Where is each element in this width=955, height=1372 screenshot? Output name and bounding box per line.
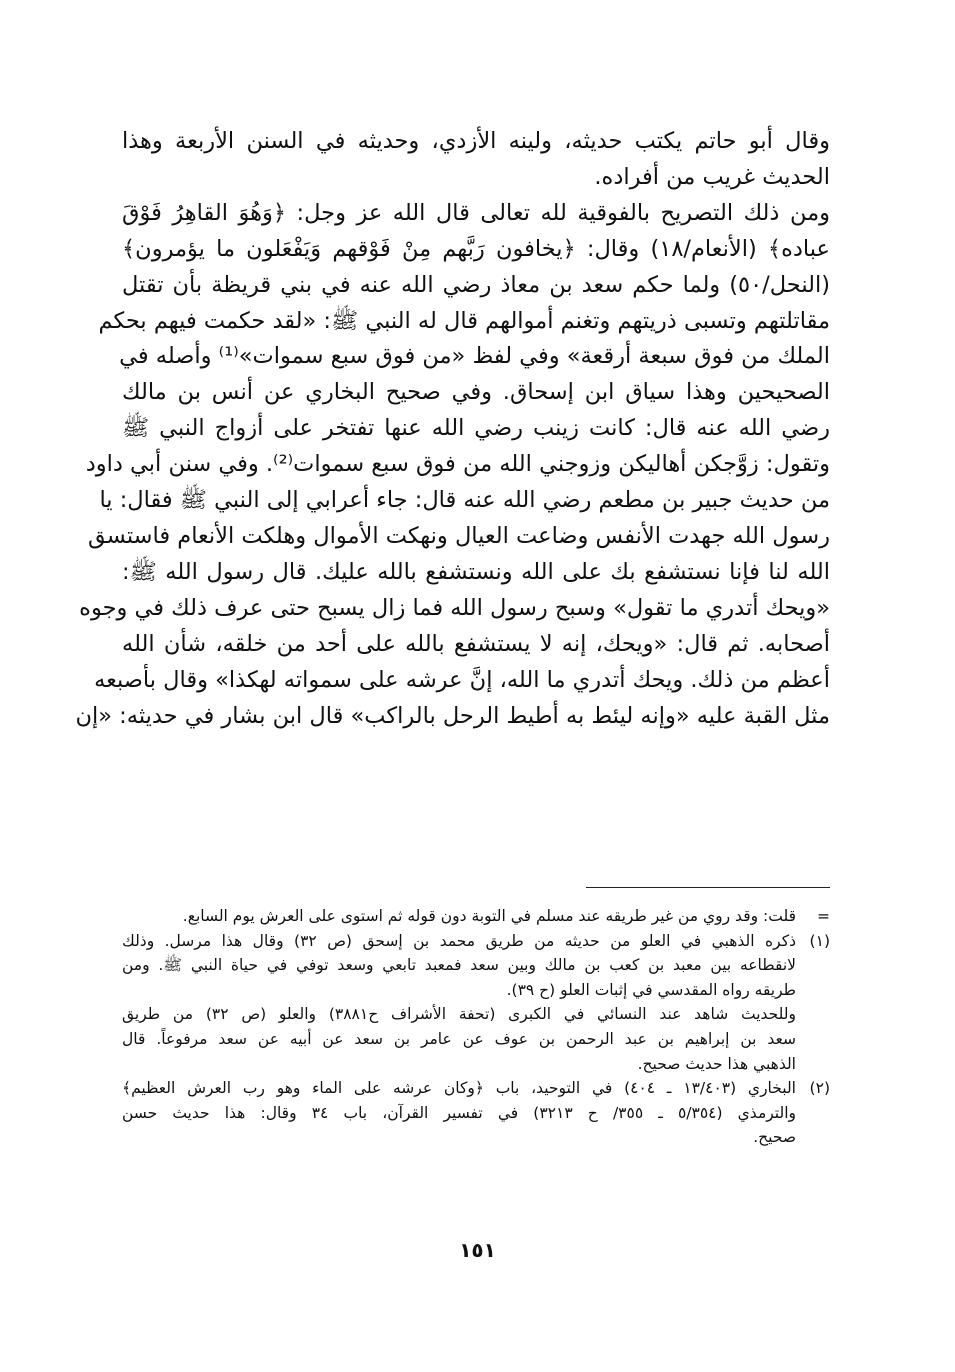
text-line: الصحيحين وهذا سياق ابن إسحاق. وفي صحيح البخاري عن أنس بن مالك bbox=[122, 379, 830, 406]
footnote-1 bbox=[122, 929, 830, 1077]
text-line: ومن ذلك التصريح بالفوقية لله تعالى قال الله عز وجل: ﴿وَهُوَ القاهِرُ فَوْقَ bbox=[122, 199, 830, 226]
footnote-line: صحيح. bbox=[753, 1128, 796, 1147]
text-line: أصحابه. ثم قال: «ويحك، إنه لا يستشفع بالله على أحد من خلقه، شأن الله bbox=[122, 630, 830, 657]
text-line: مثل القبة عليه «وإنه ليئط به أطيط الرحل بالراكب» قال ابن بشار في حديثه: «إن bbox=[75, 702, 830, 729]
text-line: أعظم من ذلك. ويحك أتدري ما الله، إنَّ عرشه على سمواته لهكذا» وقال بأصبعه bbox=[94, 666, 830, 693]
text-line: وتقول: زوَّجكن أهاليكن وزوجني الله من فوق سبع سموات⁽²⁾. وفي سنن أبي داود bbox=[85, 451, 830, 478]
text-line: مقاتلتهم وتسبى ذريتهم وتغنم أموالهم قال له النبي ﷺ: «لقد حكمت فيهم بحكم bbox=[98, 307, 830, 334]
footnote-marker: (٢) bbox=[809, 1079, 830, 1098]
footnote-line: لانقطاعه بين معبد بن كعب بن مالك وبين سعد فمعبد تابعي وسعد توفي في حياة النبي ﷺ. ومن bbox=[122, 956, 796, 975]
footnote-line: سعد بن إبراهيم بن عبد الرحمن بن عوف عن عامر بن سعد عن أبيه عن سعد مرفوعاً. قال bbox=[122, 1029, 796, 1048]
footnote-2 bbox=[122, 1076, 830, 1150]
footnote-continuation bbox=[122, 904, 830, 929]
footnote-line: البخاري (١٣/٤٠٣ ـ ٤٠٤) في التوحيد، باب ﴿وكان عرشه على الماء وهو رب العرش العظيم﴾ bbox=[122, 1079, 796, 1098]
footnotes bbox=[122, 904, 830, 1150]
page-number: ١٥١ bbox=[459, 1238, 496, 1262]
footnote-marker: = bbox=[817, 907, 830, 925]
text-line: الحديث غريب من أفراده. bbox=[594, 163, 830, 190]
text-line: رضي الله عنه قال: كانت زينب رضي الله عنها تفتخر على أزواج النبي ﷺ bbox=[122, 415, 830, 442]
text-line: وقال أبو حاتم يكتب حديثه، ولينه الأزدي، وحديثه في السنن الأربعة وهذا bbox=[122, 128, 830, 154]
footnote-body bbox=[122, 1076, 796, 1150]
footnote-marker: (١) bbox=[809, 931, 830, 950]
footnote-body bbox=[122, 904, 796, 929]
text-line: «ويحك أتدري ما تقول» وسبح رسول الله فما زال يسبح حتى عرف ذلك في وجوه bbox=[79, 594, 830, 621]
footnote-line: وللحديث شاهد عند النسائي في الكبرى (تحفة الأشراف ح٣٨٨١) والعلو (ص ٣٢) من طريق bbox=[122, 1005, 796, 1024]
main-text bbox=[75, 124, 830, 734]
footnote-separator bbox=[586, 887, 830, 888]
text-line: عباده﴾ (الأنعام/١٨) وقال: ﴿يخافون رَبَّهم مِنْ فَوْقهم وَيَفْعَلون ما يؤمرون﴾ bbox=[122, 235, 830, 262]
footnote-body bbox=[122, 929, 796, 1077]
text-line: رسول الله جهدت الأنفس وضاعت العيال ونهكت الأموال وهلكت الأنعام فاستسق bbox=[88, 522, 830, 549]
text-line: (النحل/٥٠) ولما حكم سعد بن معاذ رضي الله عنه في بني قريظة بأن تقتل bbox=[122, 271, 830, 298]
text-line: الله لنا فإنا نستشفع بك على الله ونستشفع بالله عليك. قال رسول الله ﷺ: bbox=[122, 558, 830, 585]
text-line: من حديث جبير بن مطعم رضي الله عنه قال: جاء أعرابي إلى النبي ﷺ فقال: يا bbox=[99, 487, 830, 514]
footnote-line: ذكره الذهبي في العلو من حديثه من طريق محمد بن إسحق (ص ٣٢) وقال هذا مرسل. وذلك bbox=[122, 931, 797, 950]
footnote-line: طريقه رواه المقدسي في إثبات العلو (ح ٣٩). bbox=[506, 980, 796, 999]
footnote-line: والترمذي (٥/٣٥٤ ـ ٣٥٥/ ح ٣٢١٣) في تفسير القرآن، باب ٣٤ وقال: هذا حديث حسن bbox=[122, 1103, 796, 1122]
text-line: الملك من فوق سبعة أرقعة» وفي لفظ «من فوق سبع سموات»⁽¹⁾ وأصله في bbox=[119, 343, 830, 370]
footnote-line: الذهبي هذا حديث صحيح. bbox=[637, 1054, 796, 1073]
footnote-line: قلت: وقد روي من غير طريقه عند مسلم في التوبة دون قوله ثم استوى على العرش يوم السابع. bbox=[182, 907, 796, 925]
